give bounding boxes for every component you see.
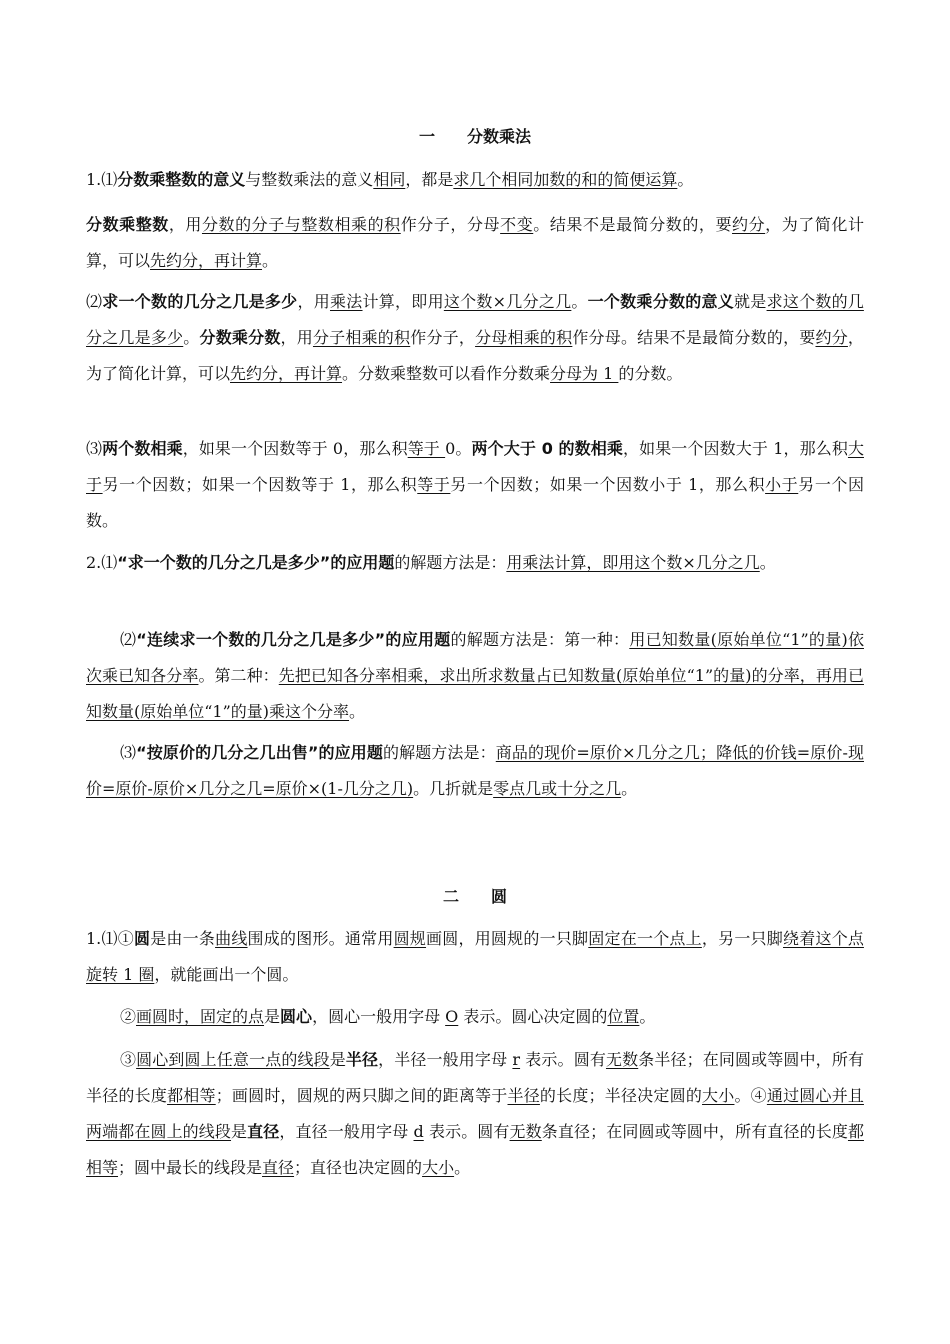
text-run: ；画圆时，圆规的两只脚之间的距离等于 [215,1086,508,1105]
underlined-answer: 圆心到圆上任意一点的线段 [136,1050,330,1069]
text-run: 画圆，用圆规的一只脚 [426,929,589,948]
underlined-answer: 零点几或十分之几 [493,779,622,798]
text-run: 是 [329,1050,346,1069]
text-run: ⑶ [120,743,137,762]
underlined-answer: 先把已知各分率相乘，求出所求数量占已知数量(原始单位“1”的量)的分率，再用已知数量(原始单位“1”的量)乘这个分率 [86,666,864,721]
underlined-answer: 分子相乘的积 [312,328,411,347]
text-run: ，另一只脚 [701,929,784,948]
underlined-answer: 都相等 [167,1086,216,1105]
text-run: ，如果一个因数大于 1，那么积 [622,439,848,458]
section-title-fractions: 一 分数乘法 [418,127,531,146]
bold-term: 分数乘整数 [86,215,169,234]
text-run: ，用 [280,328,313,347]
text-run: 1.⑴① [86,929,134,948]
bold-term: 分数乘整数的意义 [117,170,246,189]
underlined-answer: 等于 [417,475,451,494]
text-run: 表示。圆有 [423,1122,510,1141]
underlined-answer: 这个数×几分之几 [443,292,572,311]
paragraph [86,735,864,807]
underlined-answer: 分母为 1 [550,364,619,383]
text-run: ② [120,1007,137,1026]
text-run: 与整数乘法的意义 [245,170,374,189]
underlined-answer: 等于 [407,439,446,458]
text-run: 的分数。 [618,364,683,383]
underlined-answer: 位置 [607,1007,640,1026]
underlined-answer: 圆规 [393,929,427,948]
text-run: ，圆心一般用字母 [312,1007,446,1026]
text-run: ，半径一般用字母 [378,1050,513,1069]
text-run: 。 [183,328,200,347]
text-run: ，用 [168,215,202,234]
underlined-answer: 通过圆心并且两端都在圆上的线段 [86,1086,864,1141]
text-run: ，为了简化计算，可以 [86,328,864,383]
underlined-answer: 画圆时，固定的点 [136,1007,265,1026]
paragraph [86,999,864,1035]
text-run: ，如果一个因数等于 0，那么积 [182,439,408,458]
text-run: ，直径一般用字母 [279,1122,414,1141]
text-run: 是 [264,1007,281,1026]
paragraph [86,622,864,730]
bold-term: 一个数乘分数的意义 [587,292,735,311]
text-run: ，为了简化计算，可以 [86,215,864,270]
underlined-answer: 大于 [86,439,864,494]
text-run: ，都是 [405,170,454,189]
underlined-answer: 不变 [500,215,534,234]
underlined-answer: 大小 [422,1158,455,1177]
bold-term: 直径 [247,1122,280,1141]
underlined-answer: 先约分，再计算 [150,251,263,270]
text-run: 。几折就是 [413,779,494,798]
text-run: 。 [349,702,366,721]
text-run: 。 [639,1007,656,1026]
text-run: 是由一条 [150,929,216,948]
text-run: 。 [454,1158,471,1177]
underlined-answer: 分数的分子与整数相乘的积 [201,215,401,234]
bold-term: “按原价的几分之几出售”的应用题 [136,743,383,762]
underlined-answer: 求几个相同加数的和的简便运算 [453,170,678,189]
text-run: ，就能画出一个圆。 [154,965,299,984]
underlined-answer: 半径 [507,1086,540,1105]
text-run: 作分子，分母 [400,215,501,234]
text-run: ；直径也决定圆的 [294,1158,423,1177]
text-run: 就是 [734,292,767,311]
text-run: 的解题方法是： [382,743,496,762]
underlined-answer: 约分 [732,215,766,234]
text-run: 。 [677,170,694,189]
underlined-answer: 无数 [509,1122,542,1141]
underlined-answer: 直径 [262,1158,295,1177]
text-run: 表示。圆有 [520,1050,606,1069]
underlined-answer: 绕着这个点旋转 1 圈 [86,929,864,984]
text-run: 是 [231,1122,248,1141]
text-run: 1.⑴ [86,170,118,189]
underlined-answer: 小于 [765,475,799,494]
underlined-answer: 曲线 [215,929,248,948]
text-run: 另一个因数；如果一个因数等于 1，那么积 [102,475,418,494]
text-run: ；圆中最长的线段是 [118,1158,263,1177]
underlined-answer: O [445,1007,459,1026]
underlined-answer: 固定在一个点上 [588,929,702,948]
text-run: 另一个因数；如果一个因数小于 1，那么积 [450,475,766,494]
text-run: 。分数乘整数可以看作分数乘 [342,364,551,383]
text-run: 的长度；半径决定圆的 [539,1086,703,1105]
underlined-answer: 先约分，再计算 [230,364,343,383]
text-run: 0。 [445,439,472,458]
paragraph [86,921,864,993]
underlined-answer: r [512,1050,521,1069]
text-run: 。 [759,553,776,572]
bold-term: “连续求一个数的几分之几是多少”的应用题 [136,630,451,649]
text-run: 。结果不是最简分数的，要 [533,215,733,234]
text-run: 作分子， [410,328,476,347]
underlined-answer: 用乘法计算，即用这个数×几分之几 [506,553,760,572]
underlined-answer: 都相等 [86,1122,864,1177]
text-run: 2.⑴ [86,553,118,572]
text-run: 计算，即用 [362,292,444,311]
paragraph [86,431,864,539]
text-run: 。 [571,292,588,311]
paragraph [86,284,864,392]
text-run: 的解题方法是：第一种： [450,630,630,649]
text-run: 条半径；在同圆或等圆中，所有半径的长度 [86,1050,864,1105]
bold-term: “求一个数的几分之几是多少”的应用题 [117,553,395,572]
text-run: 围成的图形。通常用 [247,929,394,948]
bold-term: 圆 [133,929,151,948]
text-run: 条直径；在同圆或等圆中，所有直径的长度 [541,1122,848,1141]
paragraph [86,207,864,279]
text-run: 。 [621,779,638,798]
text-run: ⑵ [86,292,103,311]
text-run: 作分母。结果不是最简分数的，要 [572,328,816,347]
underlined-answer: 无数 [605,1050,639,1069]
underlined-answer: 求这个数的几分之几是多少 [86,292,864,347]
bold-term: 圆心 [280,1007,313,1026]
bold-term: 半径 [345,1050,379,1069]
text-run: 另一个因数。 [86,475,864,530]
text-run: 表示。圆心决定圆的 [458,1007,608,1026]
underlined-answer: 用已知数量(原始单位“1”的量)依次乘已知各分率 [86,630,864,685]
paragraph [86,545,864,581]
paragraph [86,162,864,198]
underlined-answer: 分母相乘的积 [475,328,573,347]
bold-term: 分数乘分数 [199,328,281,347]
underlined-answer: 相同 [373,170,406,189]
text-run: ⑶ [86,439,103,458]
bold-term: 两个大于 0 的数相乘 [471,439,623,458]
paragraph [86,1042,864,1186]
text-run: 。④ [734,1086,767,1105]
section-title-circle: 二 圆 [442,887,507,906]
underlined-answer: 大小 [702,1086,735,1105]
underlined-answer: d [413,1122,424,1141]
underlined-answer: 乘法 [329,292,363,311]
text-run: 的解题方法是： [394,553,507,572]
text-run: 。 [262,251,279,270]
text-run: 。第二种： [198,666,279,685]
bold-term: 两个数相乘 [102,439,183,458]
bold-term: 求一个数的几分之几是多少 [102,292,298,311]
text-run: ，用 [297,292,330,311]
text-run: ③ [120,1050,137,1069]
text-run: ⑵ [120,630,137,649]
underlined-answer: 约分 [815,328,848,347]
underlined-answer: 商品的现价=原价×几分之几；降低的价钱=原价-现价=原价-原价×几分之几=原价×(1-几分之几) [86,743,864,798]
